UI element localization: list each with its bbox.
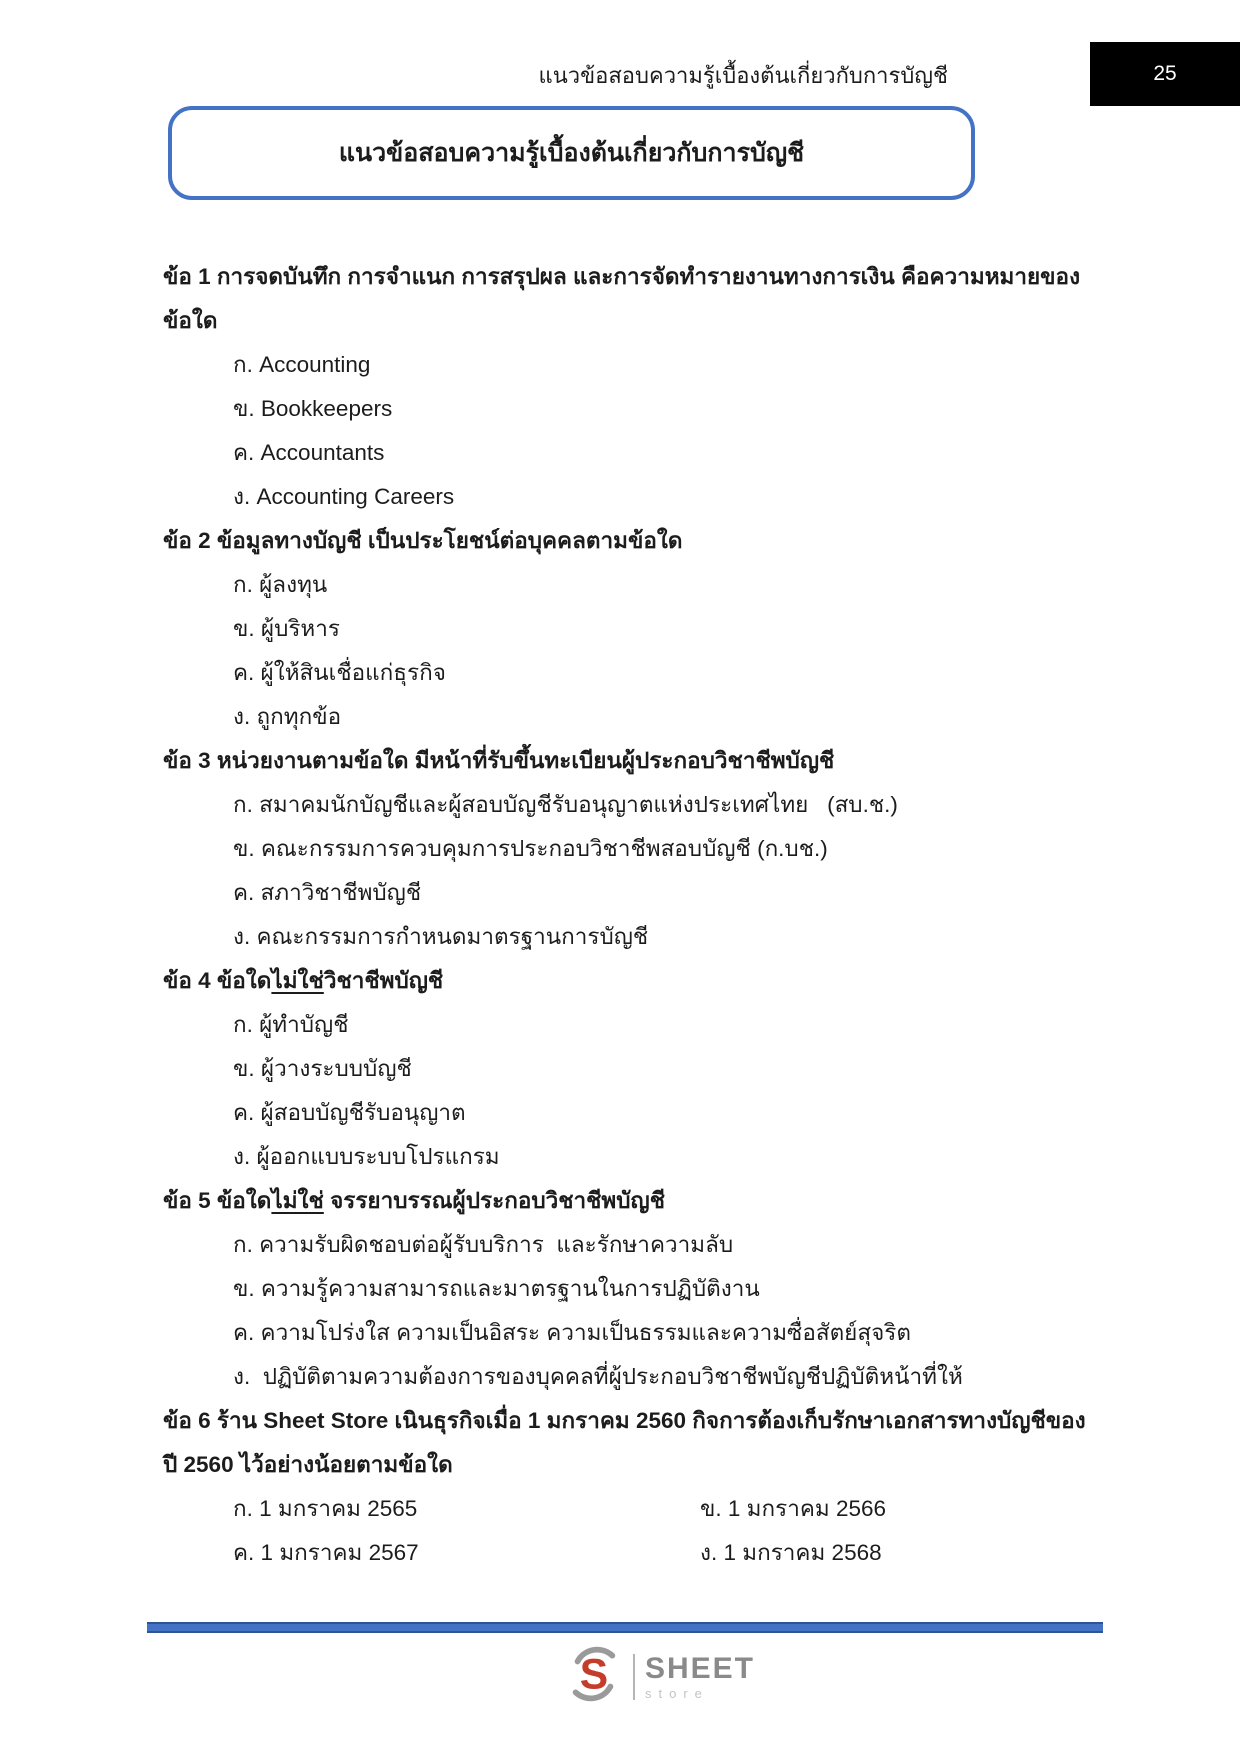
question-2-choices — [233, 563, 1088, 739]
choice-2-b: ข. ผู้บริหาร — [233, 616, 340, 641]
choice-6-d: ง. 1 มกราคม 2568 — [700, 1540, 882, 1565]
choice-3-c: ค. สภาวิชาชีพบัญชี — [233, 880, 422, 905]
choice-5-c: ค. ความโปร่งใส ความเป็นอิสระ ความเป็นธรรมและความซื่อสัตย์สุจริต — [233, 1320, 911, 1345]
document-title-box — [168, 106, 975, 200]
choice-4-a: ก. ผู้ทำบัญชี — [233, 1012, 349, 1037]
question-1-text: ข้อ 1 การจดบันทึก การจำแนก การสรุปผล และการจัดทำรายงานทางการเงิน คือความหมายของข้อใด — [163, 264, 1081, 333]
choice-5-d: ง. ปฏิบัติตามความต้องการของบุคคลที่ผู้ประกอบวิชาชีพบัญชีปฏิบัติหน้าที่ให้ — [233, 1364, 963, 1389]
choice-5-a: ก. ความรับผิดชอบต่อผู้รับบริการ และรักษาความลับ — [233, 1232, 734, 1257]
question-4-choices — [233, 1003, 1088, 1179]
sheet-store-logo-icon — [565, 1645, 623, 1708]
choice-4-d: ง. ผู้ออกแบบระบบโปรแกรม — [233, 1144, 500, 1169]
logo-text-sheet: SHEET — [644, 1651, 756, 1685]
choice-2-d: ง. ถูกทุกข้อ — [233, 704, 342, 729]
choice-5-b: ข. ความรู้ความสามารถและมาตรฐานในการปฏิบัติงาน — [233, 1276, 760, 1301]
question-6 — [163, 1399, 1088, 1487]
question-4 — [163, 959, 1088, 1003]
logo-wordmark — [644, 1651, 756, 1701]
question-3-text: ข้อ 3 หน่วยงานตามข้อใด มีหน้าที่รับขึ้นทะเบียนผู้ประกอบวิชาชีพบัญชี — [163, 748, 835, 773]
choice-3-b: ข. คณะกรรมการควบคุมการประกอบวิชาชีพสอบบัญชี (ก.บช.) — [233, 836, 828, 861]
choice-6-a: ก. 1 มกราคม 2565 — [233, 1496, 418, 1521]
running-header-title: แนวข้อสอบความรู้เบื้องต้นเกี่ยวกับการบัญชี — [538, 63, 948, 88]
choice-3-d: ง. คณะกรรมการกำหนดมาตรฐานการบัญชี — [233, 924, 649, 949]
page-number: 25 — [1153, 62, 1177, 85]
question-6-choices — [233, 1487, 1088, 1575]
choice-4-b: ข. ผู้วางระบบบัญชี — [233, 1056, 412, 1081]
choice-2-a: ก. ผู้ลงทุน — [233, 572, 328, 597]
question-6-text: ข้อ 6 ร้าน Sheet Store เนินธุรกิจเมื่อ 1 มกราคม 2560 กิจการต้องเก็บรักษาเอกสารทางบัญชีของ ปี 2560 ไว้อย่างน้อยตามข้อใด — [163, 1408, 1086, 1477]
choice-1-d: ง. Accounting Careers — [233, 484, 455, 509]
question-5-choices — [233, 1223, 1088, 1399]
svg-text:S: S — [579, 1650, 609, 1699]
choice-2-c: ค. ผู้ให้สินเชื่อแก่ธุรกิจ — [233, 660, 446, 685]
question-4-underline: ไม่ใช่ — [271, 968, 324, 993]
logo-text-store: store — [644, 1685, 709, 1701]
question-2 — [163, 519, 1088, 563]
choice-4-c: ค. ผู้สอบบัญชีรับอนุญาต — [233, 1100, 466, 1125]
question-1 — [163, 255, 1088, 343]
choice-3-a: ก. สมาคมนักบัญชีและผู้สอบบัญชีรับอนุญาตแห่งประเทศไทย (สบ.ช.) — [233, 792, 898, 817]
choice-1-a: ก. Accounting — [233, 352, 371, 377]
question-5-underline: ไม่ใช่ — [271, 1188, 324, 1213]
footer-divider-rule — [147, 1622, 1103, 1633]
question-5-text-post: จรรยาบรรณผู้ประกอบวิชาชีพบัญชี — [323, 1188, 665, 1213]
question-5 — [163, 1179, 1088, 1223]
question-3 — [163, 739, 1088, 783]
question-4-text-post: วิชาชีพบัญชี — [323, 968, 444, 993]
choice-1-b: ข. Bookkeepers — [233, 396, 393, 421]
question-3-choices — [233, 783, 1088, 959]
document-title: แนวข้อสอบความรู้เบื้องต้นเกี่ยวกับการบัญชี — [338, 139, 805, 167]
question-2-text: ข้อ 2 ข้อมูลทางบัญชี เป็นประโยชน์ต่อบุคคลตามข้อใด — [163, 528, 683, 553]
sheet-store-logo — [565, 1645, 755, 1708]
question-1-choices — [233, 343, 1088, 519]
question-5-text: ข้อ 5 ข้อใด — [163, 1188, 272, 1213]
choice-1-c: ค. Accountants — [233, 440, 385, 465]
choice-6-b: ข. 1 มกราคม 2566 — [700, 1496, 887, 1521]
page-number-badge — [1090, 42, 1240, 106]
choice-6-c: ค. 1 มกราคม 2567 — [233, 1540, 419, 1565]
logo-divider — [633, 1654, 635, 1700]
question-4-text: ข้อ 4 ข้อใด — [163, 968, 272, 993]
questions-area — [163, 255, 1088, 1575]
